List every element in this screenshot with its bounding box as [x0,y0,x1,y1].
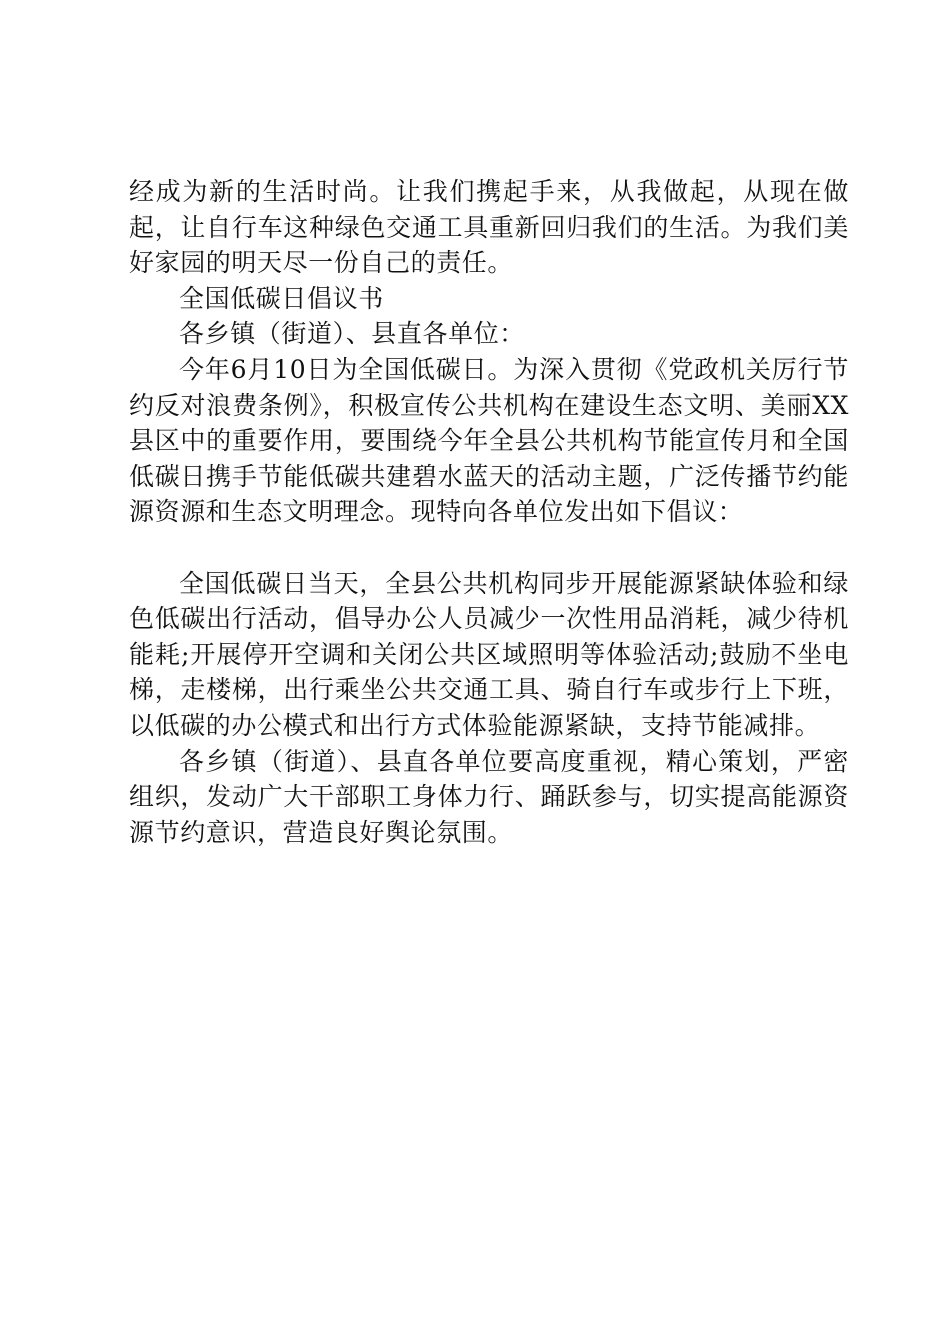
paragraph-intro: 今年6月10日为全国低碳日。为深入贯彻《党政机关厉行节约反对浪费条例》，积极宣传公共机构在建设生态文明、美丽XX县区中的重要作用，要围绕今年全县公共机构节能宣传月和全国低碳日携手节能低碳共建碧水蓝天的活动主题，广泛传播节约能源资源和生态文明理念。现特向各单位发出如下倡议： [129,354,849,527]
paragraph-spacer [129,530,849,566]
paragraph-continuation: 经成为新的生活时尚。让我们携起手来，从我做起，从现在做起，让自行车这种绿色交通工具重新回归我们的生活。为我们美好家园的明天尽一份自己的责任。 [129,177,849,278]
salutation: 各乡镇（街道）、县直各单位： [179,319,525,349]
document-body [129,174,849,850]
paragraph-closing: 各乡镇（街道）、县直各单位要高度重视，精心策划，严密组织，发动广大干部职工身体力行、踊跃参与，切实提高能源资源节约意识，营造良好舆论氛围。 [129,746,849,847]
paragraph-activities: 全国低碳日当天，全县公共机构同步开展能源紧缺体验和绿色低碳出行活动，倡导办公人员减少一次性用品消耗，减少待机能耗;开展停开空调和关闭公共区域照明等体验活动;鼓励不坐电梯，走楼梯，出行乘坐公共交通工具、骑自行车或步行上下班，以低碳的办公模式和出行方式体验能源紧缺，支持节能减排。 [129,568,849,740]
document-title: 全国低碳日倡议书 [179,283,384,313]
